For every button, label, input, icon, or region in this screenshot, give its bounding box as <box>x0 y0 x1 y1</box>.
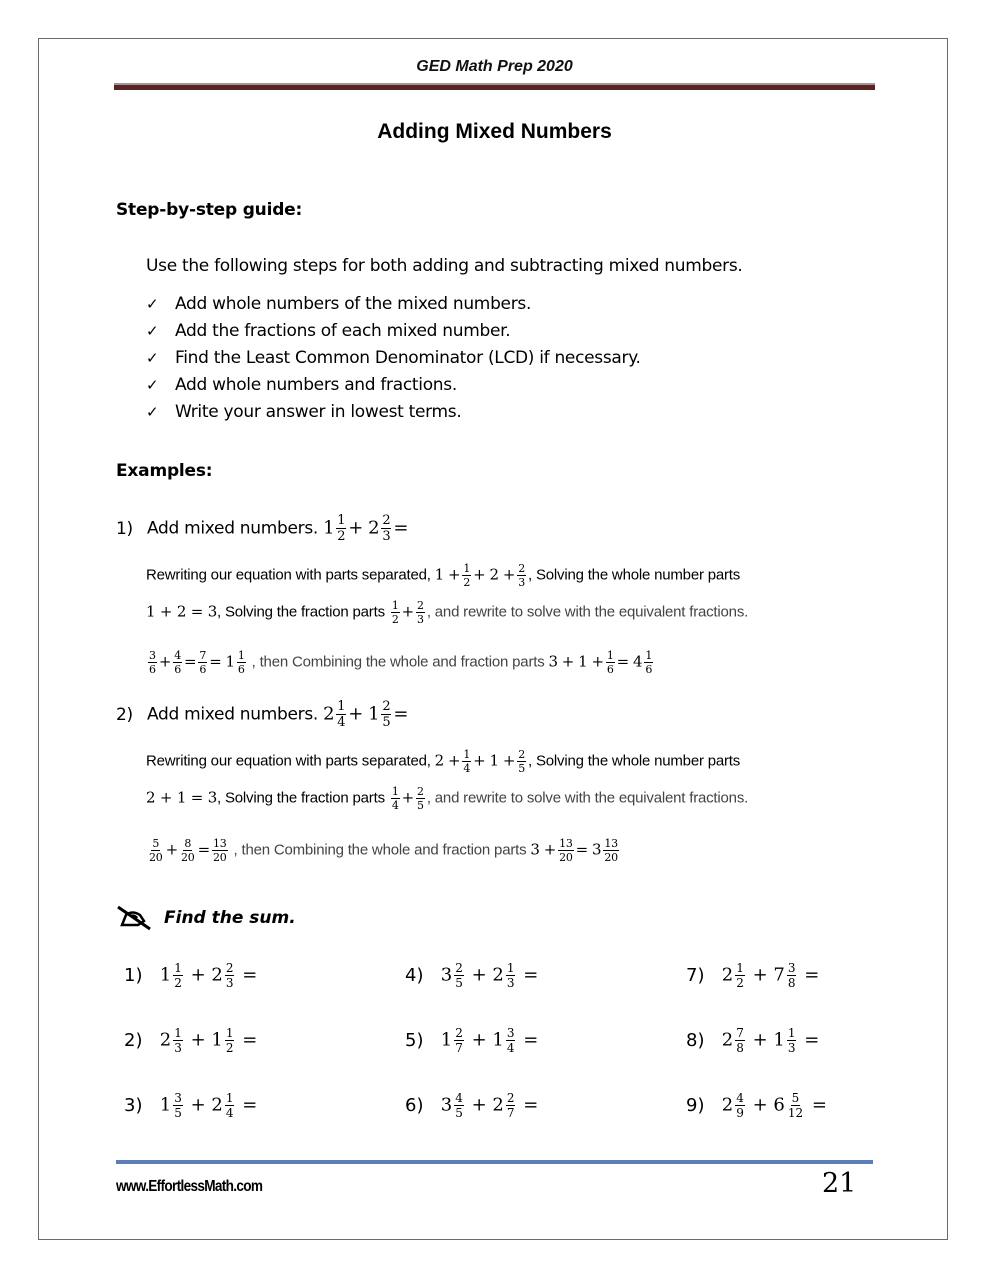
checkmark-icon: ✓ <box>146 349 159 367</box>
step-item: ✓ Add whole numbers of the mixed numbers. <box>146 292 641 319</box>
footer-rule <box>116 1160 873 1164</box>
checkmark-icon: ✓ <box>146 322 159 340</box>
problem-2: 2) 2 $\frac{1}{3}$ + 1 $\frac{1}{2}$ = <box>124 1026 258 1055</box>
footer-url: www.EffortlessMath.com <box>116 1178 263 1195</box>
checkmark-icon: ✓ <box>146 376 159 394</box>
example-1-step-2: 1 + 2 = 3, Solving the fraction parts $\frac{1}{2}$ + $\frac{2}{3}$ , and rewrite to solve with the equivalent fractions. <box>146 599 749 626</box>
example-1-step-1: Rewriting our equation with parts separated, 1 + $\frac{1}{2}$ + 2 + $\frac{2}{3}$ , Solving the whole number parts <box>146 562 741 589</box>
example-2-step-1: Rewriting our equation with parts separated, 2 + $\frac{1}{4}$ + 1 + $\frac{2}{5}$ , Solving the whole number parts <box>146 748 741 775</box>
page-title: Adding Mixed Numbers <box>377 120 612 143</box>
example-2-prompt: 2) Add mixed numbers. 2 $\frac{1}{4}$ + 1 $\frac{2}{5}$ = <box>116 699 409 730</box>
step-item: ✓ Find the Least Common Denominator (LCD) if necessary. <box>146 346 641 373</box>
example-1-step-3: $\frac{3}{6}$ + $\frac{4}{6}$ = $\frac{7}{6}$ = 1 $\frac{1}{6}$ , then Combining the whole and fraction parts 3 + 1 + $\frac{1}{6}$ = 4 $\frac{1}{6}$ <box>149 649 653 676</box>
problem-1: 1) 1 $\frac{1}{2}$ + 2 $\frac{2}{3}$ = <box>124 961 258 990</box>
pencil-writing-icon <box>116 905 154 931</box>
problem-8: 8) 2 $\frac{7}{8}$ + 1 $\frac{1}{3}$ = <box>686 1026 820 1055</box>
example-2-step-3: $\frac{5}{20}$ + $\frac{8}{20}$ = $\frac{13}{20}$ , then Combining the whole and fraction parts 3 + $\frac{13}{20}$ = 3 $\frac{13}{20}$ <box>149 837 618 864</box>
step-item: ✓ Add whole numbers and fractions. <box>146 373 641 400</box>
step-checklist <box>146 292 641 427</box>
problem-7: 7) 2 $\frac{1}{2}$ + 7 $\frac{3}{8}$ = <box>686 961 820 990</box>
checkmark-icon: ✓ <box>146 403 159 421</box>
step-item: ✓ Add the fractions of each mixed number. <box>146 319 641 346</box>
guide-intro: Use the following steps for both adding and subtracting mixed numbers. <box>146 256 743 276</box>
running-header: GED Math Prep 2020 <box>416 58 573 75</box>
problem-9: 9) 2 $\frac{4}{9}$ + 6 $\frac{5}{12}$ = <box>686 1091 827 1120</box>
page-number: 21 <box>822 1168 857 1199</box>
example-2-step-2: 2 + 1 = 3, Solving the fraction parts $\frac{1}{4}$ + $\frac{2}{5}$ , and rewrite to solve with the equivalent fractions. <box>146 785 749 812</box>
checkmark-icon: ✓ <box>146 295 159 313</box>
guide-heading: Step-by-step guide: <box>116 200 303 220</box>
header-rule-dark <box>114 85 875 90</box>
examples-heading: Examples: <box>116 461 213 481</box>
example-1-prompt: 1) Add mixed numbers. 1 $\frac{1}{2}$ + 2 $\frac{2}{3}$ = <box>116 513 409 544</box>
problem-5: 5) 1 $\frac{2}{7}$ + 1 $\frac{3}{4}$ = <box>405 1026 539 1055</box>
problem-6: 6) 3 $\frac{4}{5}$ + 2 $\frac{2}{7}$ = <box>405 1091 539 1120</box>
header-rule <box>114 83 875 90</box>
exercise-heading: Find the sum. <box>116 905 296 931</box>
problem-3: 3) 1 $\frac{3}{5}$ + 2 $\frac{1}{4}$ = <box>124 1091 258 1120</box>
step-item: ✓ Write your answer in lowest terms. <box>146 400 641 427</box>
problem-4: 4) 3 $\frac{2}{5}$ + 2 $\frac{1}{3}$ = <box>405 961 539 990</box>
